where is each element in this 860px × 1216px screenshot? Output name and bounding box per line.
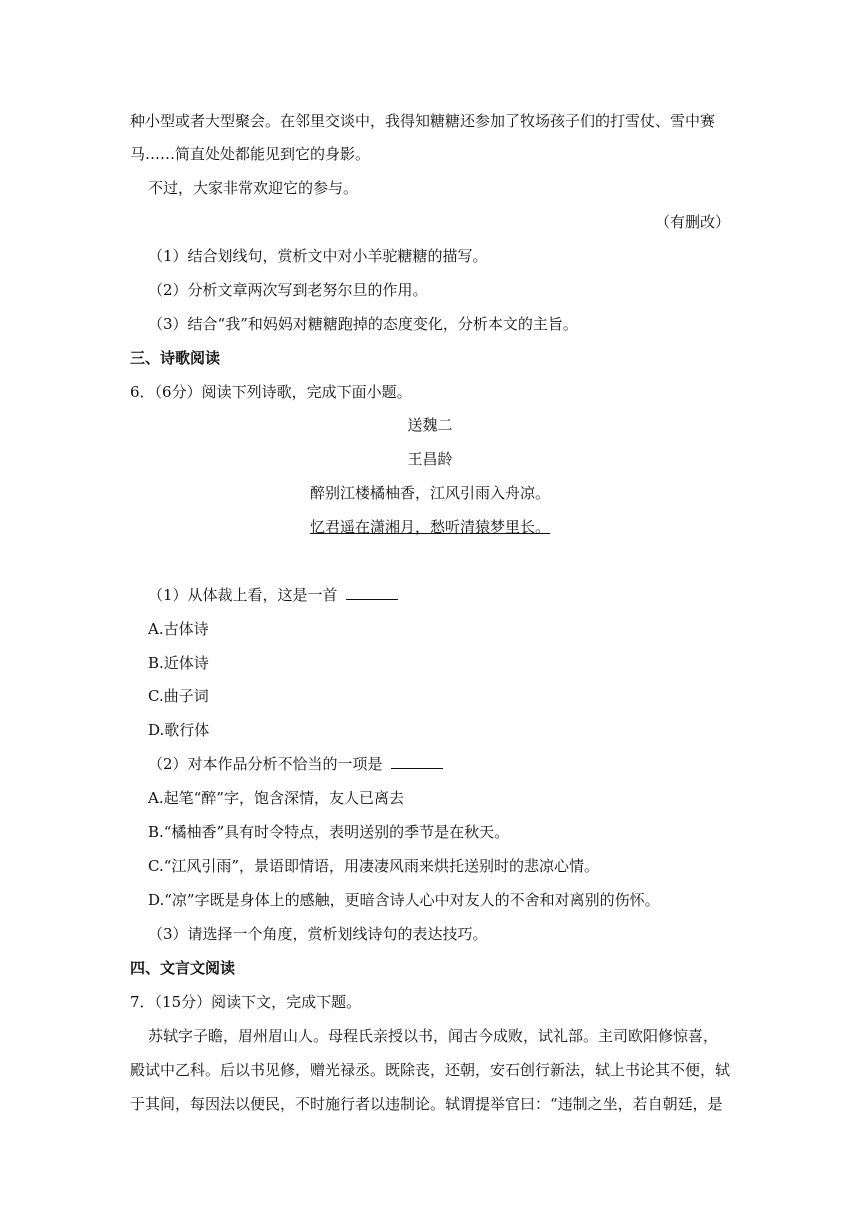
passage-line: 不过，大家非常欢迎它的参与。: [148, 179, 359, 197]
question-item: [148, 584, 730, 606]
source-note: （有删改）: [654, 213, 730, 231]
classical-text-line: 殿试中乙科。后以书见修，赠光禄丞。既除丧，还朝，安石创行新法，轼上书论其不便，轼: [130, 1061, 730, 1079]
option-b: B.近体诗: [148, 654, 209, 672]
option-a: A.起笔“醉”字，饱含深情，友人已离去: [148, 789, 404, 807]
question-item: （2）分析文章两次写到老努尔旦的作用。: [148, 281, 428, 299]
question-item: [148, 753, 730, 775]
question-item: （3）请选择一个角度，赏析划线诗句的表达技巧。: [148, 925, 488, 943]
option-d: D.“凉”字既是身体上的感触，更暗含诗人心中对友人的不舍和对离别的伤怀。: [148, 891, 660, 909]
passage-line: 种小型或者大型聚会。在邻里交谈中，我得知糖糖还参加了牧场孩子们的打雪仗、雪中赛: [130, 112, 716, 130]
option-b: B.“橘柚香”具有时令特点，表明送别的季节是在秋天。: [148, 823, 510, 841]
section-heading: 四、文言文阅读: [130, 959, 236, 977]
question-item: （3）结合“我”和妈妈对糖糖跑掉的态度变化，分析本文的主旨。: [148, 315, 578, 333]
poem-title: 送魏二: [407, 416, 453, 434]
option-c: C.曲子词: [148, 687, 209, 705]
poem-author: 王昌龄: [407, 450, 453, 468]
section-heading: 三、诗歌阅读: [130, 349, 221, 367]
question-intro: 7．（15分）阅读下文，完成下题。: [130, 993, 362, 1011]
passage-line: 马……简直处处都能见到它的身影。: [130, 145, 371, 163]
answer-blank[interactable]: [391, 753, 443, 769]
option-a: A.古体诗: [148, 620, 209, 638]
answer-blank[interactable]: [346, 584, 398, 600]
question-stem: （1）从体裁上看，这是一首: [148, 586, 338, 604]
option-c: C.“江风引雨”，景语即情语，用凄凄风雨来烘托送别时的悲凉心情。: [148, 857, 600, 875]
question-stem: （2）对本作品分析不恰当的一项是: [148, 755, 383, 773]
question-intro: 6．（6分）阅读下列诗歌，完成下面小题。: [130, 383, 412, 401]
poem-underlined-line: [130, 516, 730, 538]
poem-line: 醉别江楼橘柚香，江风引雨入舟凉。: [309, 484, 550, 502]
option-d: D.歌行体: [148, 721, 210, 739]
question-item: （1）结合划线句，赏析文中对小羊驼糖糖的描写。: [148, 247, 488, 265]
poem-line: 忆君遥在潇湘月，愁听清猿梦里长。: [309, 518, 550, 536]
classical-text-line: 苏轼字子瞻，眉州眉山人。母程氏亲授以书，闻古今成败，试礼部。主司欧阳修惊喜，: [148, 1027, 719, 1045]
classical-text-line: 于其间，每因法以便民，不时施行者以违制论。轼谓提举官曰：“违制之坐，若自朝廷，是: [130, 1095, 723, 1113]
